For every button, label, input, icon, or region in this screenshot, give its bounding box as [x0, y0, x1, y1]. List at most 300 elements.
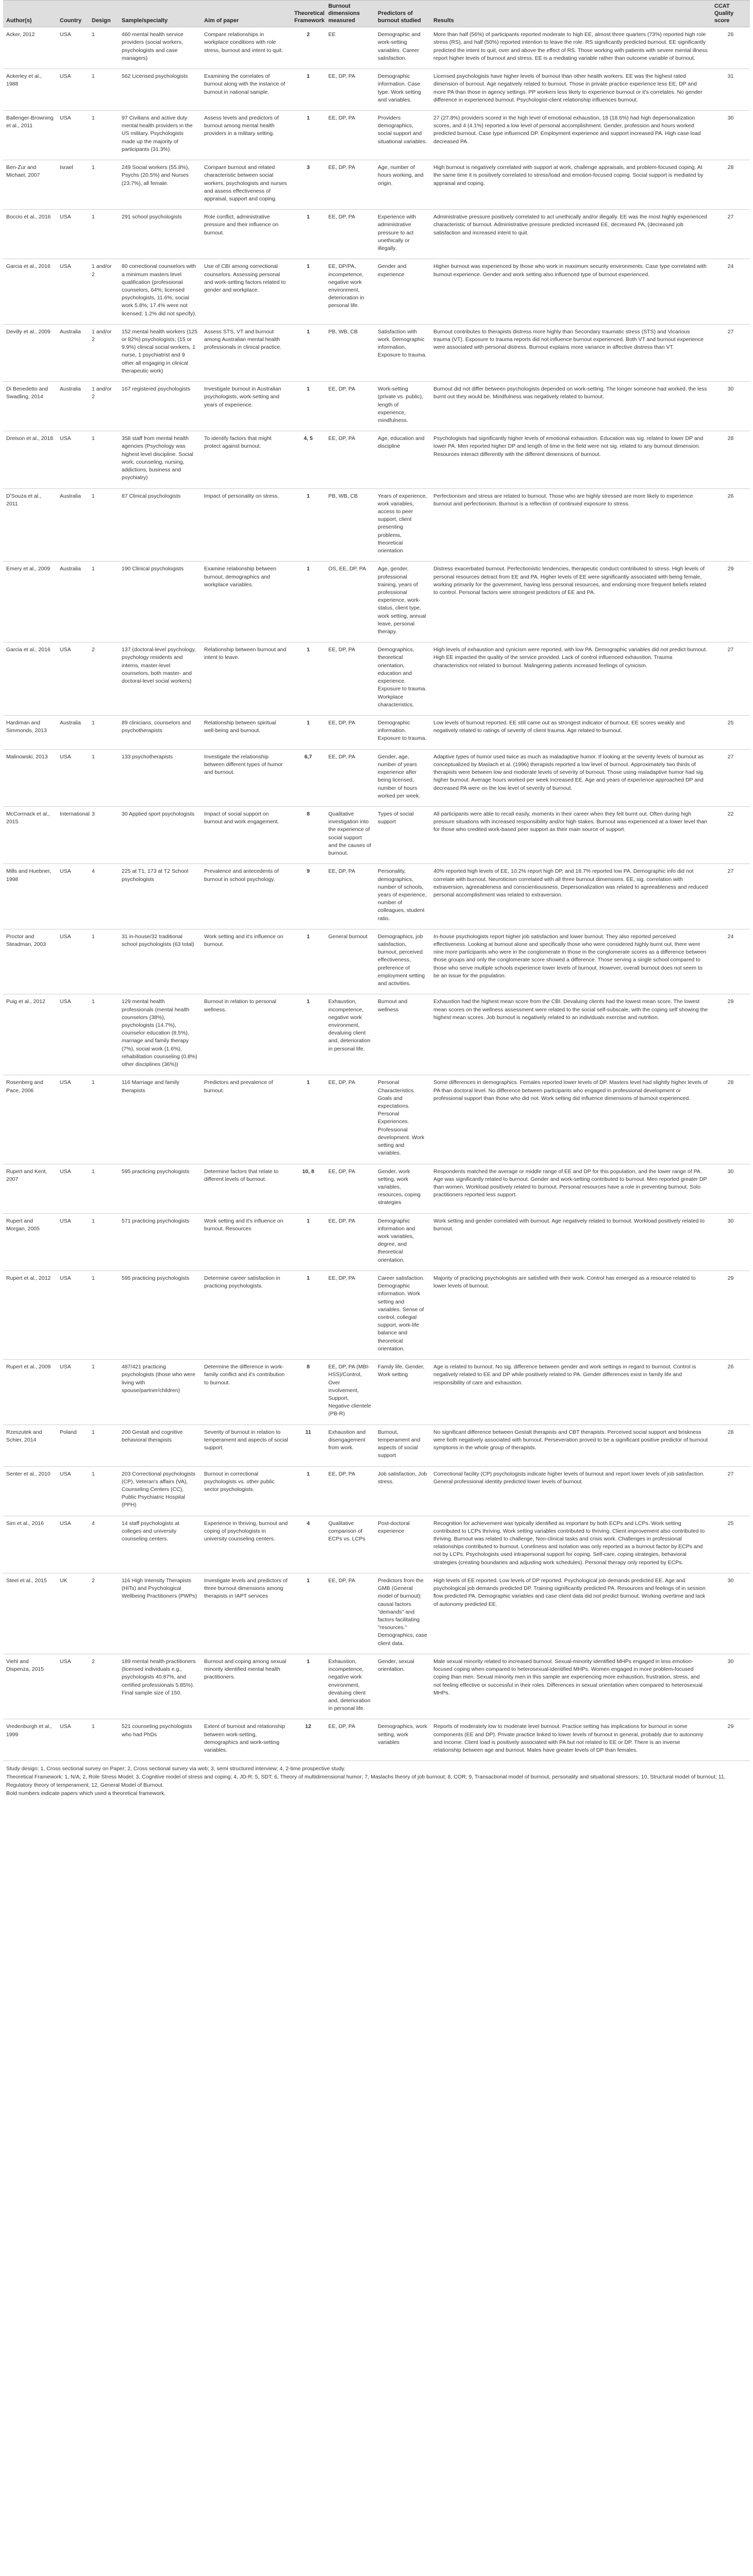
cell-country: Australia: [57, 382, 89, 431]
cell-framework: 4, 5: [291, 431, 325, 488]
cell-country: Poland: [57, 1425, 89, 1466]
cell-design: 1: [89, 69, 119, 111]
table-row: [3, 1466, 750, 1516]
cell-results: Respondents matched the average or middle range of EE and DP for this population, and the lower range of PA. Age was significantly related to burnout. Gender and work-setting contributed to burnout. Men reported greater DP than women. Workload positively related to burnout. Personal resources have a role in preventing burnout. Solo practitioners reported less support.: [430, 1164, 711, 1213]
cell-results: High burnout is negatively correlated with support at work, challenge appraisals, and problem-focused coping. At the same time it is positively correlated to stress/load and emotion-focused coping. Social support is mediated by appraisal and coping.: [430, 160, 711, 210]
cell-author: Garcia et al., 2016: [3, 259, 57, 325]
cell-author: Dreison et al., 2018: [3, 431, 57, 488]
cell-predictors: Age, number of hours working, and origin.: [375, 160, 430, 210]
cell-dimensions: EE, DP, PA: [325, 1213, 375, 1270]
table-row: [3, 642, 750, 716]
table-row: [3, 864, 750, 929]
cell-design: 1: [89, 716, 119, 750]
cell-predictors: Years of experience, work variables, access to peer support, client presenting problems, theoretical orientation: [375, 488, 430, 562]
cell-author: Boccio et al., 2016: [3, 210, 57, 259]
cell-country: USA: [57, 259, 89, 325]
cell-framework: 1: [291, 259, 325, 325]
cell-aim: Assess levels and predictors of burnout among mental health providers in a military setting.: [201, 111, 291, 160]
cell-design: 1: [89, 488, 119, 562]
cell-country: USA: [57, 1213, 89, 1270]
table-footnote: [3, 1761, 750, 1798]
cell-results: High levels of EE reported. Low levels of DP reported. Psychological job demands predicted EE. Age and psychological job demands predicted DP. Training significantly predicted PA. Resources and feelings of in session flow predicted PA. Demographic variables and case client data did not predict burnout. Working overtime and lack of autonomy predicted EE.: [430, 1573, 711, 1654]
table-row: [3, 431, 750, 488]
cell-aim: Burnout and coping among sexual minority identified mental health practitioners.: [201, 1654, 291, 1719]
cell-author: Hardiman and Simmonds, 2013: [3, 716, 57, 750]
cell-country: USA: [57, 1075, 89, 1164]
cell-results: In-house psychologists report higher job satisfaction and lower burnout. They also reported perceived effectiveness. Looking at burnout alone and specifically those who were considered highly burnt out, there were nine more participants who were in the conglomerate in those in the conglomerate scores as a difference between those groups and only the conglomerate score showed a difference. Those serving a single school compared to those who serve multiple schools experience lower levels of burnout. However, overall burnout does not seem to be an issue for the population.: [430, 929, 711, 994]
cell-predictors: Demographics, theoretical orientation, education and experience. Exposure to trauma. Workplace characteristics.: [375, 642, 430, 716]
cell-results: Majority of practicing psychologists are satisfied with their work. Control has emerged as a resource related to lower levels of burnout.: [430, 1270, 711, 1359]
cell-aim: Examine relationship between burnout, demographics and workplace variables.: [201, 562, 291, 642]
cell-design: 1: [89, 749, 119, 806]
cell-design: 1: [89, 1719, 119, 1761]
cell-predictors: Demographic and work-setting variables. Career satisfaction.: [375, 27, 430, 69]
cell-framework: 10, 8: [291, 1164, 325, 1213]
cell-dimensions: EE, DP, PA: [325, 1466, 375, 1516]
cell-author: Rupert and Kent, 2007: [3, 1164, 57, 1213]
cell-dimensions: General burnout: [325, 929, 375, 994]
cell-results: Licensed psychologists have higher levels of burnout than other health workers. EE was the highest rated dimension of burnout. Age negatively related to burnout. Those in private practice experience less EE, DP and more PA than those in agency settings. PP workers less likely to experience burnout or it's correlates. No gender difference in experienced burnout. Psychologist-client relationship influences burnout.: [430, 69, 711, 111]
cell-predictors: Experience with administrative pressure to act unethically or illegally.: [375, 210, 430, 259]
cell-author: Rosenberg and Pace, 2006: [3, 1075, 57, 1164]
cell-quality: 26: [711, 488, 750, 562]
cell-framework: 1: [291, 382, 325, 431]
cell-quality: 29: [711, 1719, 750, 1761]
cell-aim: Predictors and prevalence of burnout.: [201, 1075, 291, 1164]
cell-sample: 595 practicing psychologists: [119, 1164, 201, 1213]
cell-sample: 167 registered psychologists: [119, 382, 201, 431]
table-row: [3, 160, 750, 210]
cell-framework: 1: [291, 1466, 325, 1516]
table-row: [3, 382, 750, 431]
cell-design: 1: [89, 1466, 119, 1516]
cell-predictors: Demographic information. Case type. Work setting and variables.: [375, 69, 430, 111]
cell-framework: 8: [291, 1360, 325, 1425]
cell-design: 1: [89, 111, 119, 160]
cell-aim: Investigate the relationship between different types of humor and burnout.: [201, 749, 291, 806]
cell-dimensions: Qualitative investigation into the experience of social support and the causes of burnout.: [325, 806, 375, 863]
cell-framework: 1: [291, 324, 325, 381]
cell-sample: 14 staff psychologists at colleges and university counseling centers.: [119, 1516, 201, 1573]
cell-framework: 8: [291, 806, 325, 863]
header-aim: Aim of paper: [201, 1, 291, 27]
cell-dimensions: Exhaustion, incompetence, negative work environment, devaluing client and, deterioration in personal life.: [325, 1654, 375, 1719]
table-body: [3, 27, 750, 1761]
cell-aim: Investigate burnout in Australian psychologists, work-setting and years of experience.: [201, 382, 291, 431]
cell-country: USA: [57, 994, 89, 1075]
cell-results: Burnout did not differ between psychologists depended on work-setting. The longer someone had worked, the less burnt out they would be. Mindfulness was negatively related to burnout.: [430, 382, 711, 431]
cell-predictors: Demographics, job satisfaction, burnout, perceived effectiveness, preference of employment setting and activities.: [375, 929, 430, 994]
cell-predictors: Burnout and wellness: [375, 994, 430, 1075]
cell-dimensions: EE, DP, PA: [325, 1573, 375, 1654]
cell-predictors: Post-doctoral experience: [375, 1516, 430, 1573]
table-row: [3, 749, 750, 806]
cell-sample: 460 mental health service providers (social workers, psychologists and case managers): [119, 27, 201, 69]
cell-predictors: Demographic information. Exposure to trauma.: [375, 716, 430, 750]
cell-dimensions: EE, DP, PA: [325, 1075, 375, 1164]
cell-author: Ben-Zur and Michael, 2007: [3, 160, 57, 210]
cell-results: Correctional facility (CP) psychologists indicate higher levels of burnout and report lower levels of job satisfaction. General professional identity predicted lower levels of burnout.: [430, 1466, 711, 1516]
cell-results: Higher burnout was experienced by those who work in maximum security environments. Case type correlated with burnout experience. Gender and work setting also influenced type of burnout experienced.: [430, 259, 711, 325]
cell-sample: 189 mental health practitioners (licensed individuals e.g., psychologists 40.87%, and certified professionals 5.85%). Final sample size of 150.: [119, 1654, 201, 1719]
cell-predictors: Gender, sexual orientation.: [375, 1654, 430, 1719]
cell-author: Rupert et al., 2012: [3, 1270, 57, 1359]
cell-design: 1: [89, 27, 119, 69]
cell-quality: 26: [711, 27, 750, 69]
cell-aim: Determine career satisfaction in practicing psychologists.: [201, 1270, 291, 1359]
table-row: [3, 69, 750, 111]
cell-country: USA: [57, 1719, 89, 1761]
cell-country: USA: [57, 929, 89, 994]
cell-country: USA: [57, 1516, 89, 1573]
table-row: [3, 994, 750, 1075]
cell-author: Senter et al., 2010: [3, 1466, 57, 1516]
cell-design: 1: [89, 431, 119, 488]
cell-results: All participants were able to recall easily, moments in their career when they felt burnt out. Often during high pressure situations with increased responsibility and/or high stakes. Burnout was experienced at a lower level than for those who credited work-based peer support as their main source of support.: [430, 806, 711, 863]
cell-author: Vredenburgh et al., 1999: [3, 1719, 57, 1761]
table-row: [3, 716, 750, 750]
cell-dimensions: EE: [325, 27, 375, 69]
cell-quality: 29: [711, 1270, 750, 1359]
cell-results: 40% reported high levels of EE, 10.2% report high DP, and 18.7% reported low PA. Demographic info did not correlate with burnout. Neuroticism correlated with all three burnout dimensions. EE, sig. correlation with extraversion, agreeableness and conscientiousness. Depersonalization was related to agreeableness and reduced personal accomplishment was related to extraversion.: [430, 864, 711, 929]
cell-design: 1 and/or 2: [89, 259, 119, 325]
cell-quality: 27: [711, 210, 750, 259]
cell-results: Reports of moderately low to moderate level burnout. Practice setting has implications for burnout in some components (EE and DP). Private practice linked to lower levels of burnout in general, probably due to autonomy and income. Client load is positively associated with PA but not related to EE or DP. There is an inverse relationship between age and burnout. Males have greater levels of DP than females.: [430, 1719, 711, 1761]
cell-design: 3: [89, 806, 119, 863]
cell-country: Australia: [57, 324, 89, 381]
cell-country: USA: [57, 210, 89, 259]
table-row: [3, 1516, 750, 1573]
cell-author: D'Souza et al., 2011: [3, 488, 57, 562]
cell-results: Burnout contributes to therapists distress more highly than Secondary traumatic stress (STS) and Vicarious trauma (VT). Exposure to trauma reports did not influence burnout experienced. Both VT and burnout experience were associated with personal distress. Burnout explains more variance in affective distress than VT.: [430, 324, 711, 381]
cell-quality: 25: [711, 716, 750, 750]
cell-dimensions: Exhaustion, incompetence, negative work environment, devaluing client and, deterioration in personal life.: [325, 994, 375, 1075]
cell-aim: Determine the difference in work-family conflict and it's contribution to burnout.: [201, 1360, 291, 1425]
cell-sample: 133 psychotherapists: [119, 749, 201, 806]
cell-predictors: Personal Characteristics. Goals and expectations. Personal Experiences. Professional development. Work setting and variables.: [375, 1075, 430, 1164]
header-quality: CCAT Quality score: [711, 1, 750, 27]
cell-sample: 116 Marriage and family therapists: [119, 1075, 201, 1164]
cell-country: USA: [57, 431, 89, 488]
cell-results: Administrative pressure positively correlated to act unethically and/or illegally. EE was the most highly experienced characteristic of burnout. Administrative pressure predicted increased EE, decreased PA, (decreased job satisfaction and increased intent to quit.: [430, 210, 711, 259]
cell-quality: 30: [711, 1213, 750, 1270]
cell-framework: 1: [291, 488, 325, 562]
cell-sample: 595 practicing psychologists: [119, 1270, 201, 1359]
cell-author: Rupert et al., 2009: [3, 1360, 57, 1425]
cell-sample: 89 clinicians, counselors and psychotherapists: [119, 716, 201, 750]
cell-framework: 1: [291, 1270, 325, 1359]
cell-sample: 249 Social workers (55.8%), Psychs (20.5%) and Nurses (23.7%), all female.: [119, 160, 201, 210]
cell-quality: 30: [711, 1573, 750, 1654]
cell-results: Some differences in demographics. Females reported lower levels of DP. Masters level had slightly higher levels of PA than doctoral level. No difference between participants who engaged in professional development or professional support than those who did not. Work setting did influence dimensions of burnout experienced.: [430, 1075, 711, 1164]
table-row: [3, 1213, 750, 1270]
cell-predictors: Types of social support: [375, 806, 430, 863]
cell-predictors: Gender, work setting, work variables, resources, coping strategies: [375, 1164, 430, 1213]
table-row: [3, 324, 750, 381]
cell-results: Perfectionism and stress are related to burnout. Those who are highly stressed are more likely to experience burnout and perfectionism. Burnout is a reflection of continued exposure to stress.: [430, 488, 711, 562]
cell-aim: Determine factors that relate to different levels of burnout.: [201, 1164, 291, 1213]
cell-aim: Relationship between spiritual well-being and burnout.: [201, 716, 291, 750]
cell-quality: 29: [711, 562, 750, 642]
table-row: [3, 1654, 750, 1719]
cell-quality: 27: [711, 642, 750, 716]
cell-author: Sim et al., 2016: [3, 1516, 57, 1573]
cell-country: USA: [57, 642, 89, 716]
cell-framework: 1: [291, 1654, 325, 1719]
table-row: [3, 806, 750, 863]
cell-quality: 28: [711, 160, 750, 210]
header-country: Country: [57, 1, 89, 27]
cell-design: 2: [89, 1573, 119, 1654]
cell-predictors: Personality, demographics, number of schools, years of experience, number of colleagues, student ratio.: [375, 864, 430, 929]
cell-design: 1: [89, 994, 119, 1075]
footnote-framework: Theoretical Framework: 1, N/A; 2, Role Stress Model; 3, Cognitive model of stress and coping; 4, JD-R; 5, SDT; 6, Theory of multidimensional humor; 7, Maslachs theory of job burnout; 8, COR; 9, Transactional model of burnout, personality and situational stressors; 10, Structural model of burnout; 11, Regulatory theory of temperament; 12, General Model of Burnout.: [6, 1774, 726, 1788]
cell-design: 2: [89, 1654, 119, 1719]
cell-author: Puig et al., 2012: [3, 994, 57, 1075]
cell-sample: 521 counseling psychologists who had PhDs: [119, 1719, 201, 1761]
header-dimensions: Burnout dimensions measured: [325, 1, 375, 27]
cell-predictors: Gender and experience: [375, 259, 430, 325]
cell-sample: 87 Clinical psychologists: [119, 488, 201, 562]
footnote-design: Study design: 1, Cross sectional survey on Paper; 2, Cross sectional survey via web; 3, semi structured interview; 4, 2-time prospective study.: [6, 1766, 346, 1772]
table-row: [3, 488, 750, 562]
header-row: [3, 1, 750, 27]
cell-framework: 1: [291, 111, 325, 160]
cell-predictors: Gender, age, number of years experience after being licensed, number of hours worked per week.: [375, 749, 430, 806]
cell-quality: 29: [711, 994, 750, 1075]
cell-results: Low levels of burnout reported. EE still came out as strongest indicator of burnout. EE scores weakly and negatively related to ratings of severity of client trauma. Age related to burnout.: [430, 716, 711, 750]
cell-author: Rzeszutek and Schier, 2014: [3, 1425, 57, 1466]
cell-sample: 137 (doctoral-level psychology, psychology residents and interns, master-level counselors, both master- and doctoral-level social workers): [119, 642, 201, 716]
cell-country: USA: [57, 27, 89, 69]
cell-dimensions: EE, DP, PA: [325, 382, 375, 431]
cell-results: Recognition for achievement was typically identified as important by both ECPs and LCPs. Work setting contributed to LCPs thriving. Work setting variables contributed to thriving. Client improvement also contributed to thriving. Burnout was related to challenge, Non-clinical tasks and crisis work. Challenges in professional relationships contributed to burnout. Loneliness and isolation was only reported as a burnout factor by ECPs and not by LCPs. Psychologists used intrapersonal support for coping. Self-care, coping strategies, behavioral strategies (creating boundaries and adjusting work schedules). Personal therapy only reported by ECPs.: [430, 1516, 711, 1573]
cell-dimensions: EE, DP, PA: [325, 1164, 375, 1213]
table-row: [3, 210, 750, 259]
cell-design: 1: [89, 929, 119, 994]
cell-quality: 30: [711, 111, 750, 160]
cell-country: International: [57, 806, 89, 863]
cell-country: USA: [57, 69, 89, 111]
cell-sample: 200 Gestalt and cognitive behavioral therapists: [119, 1425, 201, 1466]
cell-aim: Severity of burnout in relation to temperament and aspects of social support.: [201, 1425, 291, 1466]
cell-dimensions: EE, DP, PA: [325, 749, 375, 806]
cell-framework: 1: [291, 716, 325, 750]
table-row: [3, 1719, 750, 1761]
cell-quality: 30: [711, 1654, 750, 1719]
header-framework: Theoretical Framework: [291, 1, 325, 27]
cell-author: Mills and Huebner, 1998: [3, 864, 57, 929]
cell-sample: 129 mental health professionals (mental health counselors (38%), psychologists (14.7%), counselor education (8.5%), marriage and family therapy (7%), social work (1.6%), rehabilitation counseling (0.8%) other disciplines (36%)): [119, 994, 201, 1075]
cell-dimensions: EE, DP, PA: [325, 160, 375, 210]
table-row: [3, 27, 750, 69]
header-predictors: Predictors of burnout studied: [375, 1, 430, 27]
cell-sample: 203 Correctional psychologists (CP), Veteran's affairs (VA), Counseling Centers (CC), Public Psychiatric Hospital (PPH): [119, 1466, 201, 1516]
cell-dimensions: EE, DP, PA: [325, 642, 375, 716]
cell-author: Steel et al., 2015: [3, 1573, 57, 1654]
cell-sample: 225 at T1; 173 at T2 School psychologists: [119, 864, 201, 929]
cell-dimensions: EE, DP, PA (MBI-HSS)/Control, Over involvement, Support, Negative clientele (PB-R): [325, 1360, 375, 1425]
cell-framework: 1: [291, 642, 325, 716]
cell-predictors: Burnout, temperament and aspects of social support: [375, 1425, 430, 1466]
cell-results: Psychologists had significantly higher levels of emotional exhaustion. Education was sig. related to lower DP and lower PA. Men reported higher DP and length of time in the field were not sig. related to any burnout dimension. Resources interact differently with the different dimensions of burnout.: [430, 431, 711, 488]
cell-design: 1 and/or 2: [89, 324, 119, 381]
cell-author: Ballenger-Browning et al., 2011: [3, 111, 57, 160]
cell-sample: 152 mental health workers (125 or 82%) psychologists; (15 or 9.9%) clinical social workers, 1 nurse, 1 psychiatrist and 9 other all engaging in clinical therapeutic work): [119, 324, 201, 381]
cell-results: High levels of exhaustion and cynicism were reported, with low PA. Demographic variables did not predict burnout. High EE impacted the quality of the service provided. Lack of control influenced exhaustion. Trauma characteristics not related to burnout. Malingering patients increased feelings of cynicism.: [430, 642, 711, 716]
cell-country: USA: [57, 1654, 89, 1719]
cell-results: Distress exacerbated burnout. Perfectionistic tendencies, therapeutic conduct contributed to stress. High levels of personal resources detract from EE and PA. Higher levels of EE were significantly associated with being female, working primarily for the government, having less personal resources, and endorsing more frequent beliefs related to control. Personal factors were strongest predictors of EE and PA.: [430, 562, 711, 642]
cell-country: Australia: [57, 716, 89, 750]
cell-dimensions: EE, DP, PA: [325, 210, 375, 259]
cell-predictors: Job satisfaction, Job stress.: [375, 1466, 430, 1516]
cell-design: 1: [89, 1425, 119, 1466]
cell-sample: 562 Licensed psychologists: [119, 69, 201, 111]
cell-quality: 30: [711, 382, 750, 431]
cell-author: Acker, 2012: [3, 27, 57, 69]
cell-design: 1: [89, 1360, 119, 1425]
cell-author: Proctor and Steadman, 2003: [3, 929, 57, 994]
cell-country: USA: [57, 1360, 89, 1425]
cell-design: 4: [89, 1516, 119, 1573]
cell-results: Male sexual minority related to increased burnout. Sexual-minority identified MHPs engaged in less emotion-focused coping when compared to heterosexual-identified MHPs. Women engaged in more problem-focused coping than men. Sexual minority men in this sample are experiencing more exhaustion, frustration, stress, and not feeling effective or successful in their roles. Differences in sexual orientation when compared to heterosexual MHPs.: [430, 1654, 711, 1719]
cell-aim: Extent of burnout and relationship between work-setting, demographics and work-setting variables.: [201, 1719, 291, 1761]
cell-country: USA: [57, 864, 89, 929]
cell-design: 2: [89, 642, 119, 716]
cell-author: Viehl and Dispenza, 2015: [3, 1654, 57, 1719]
cell-results: Work setting and gender correlated with burnout. Age negatively related to burnout. Workload positively related to burnout.: [430, 1213, 711, 1270]
cell-author: Emery et al., 2009: [3, 562, 57, 642]
cell-dimensions: EE, DP, PA: [325, 1270, 375, 1359]
cell-quality: 24: [711, 259, 750, 325]
table-row: [3, 259, 750, 325]
cell-dimensions: EE, DP, PA: [325, 1719, 375, 1761]
cell-dimensions: EE, DP, PA: [325, 716, 375, 750]
cell-predictors: Work-setting (private vs. public), length of experience, mindfulness.: [375, 382, 430, 431]
cell-predictors: Family life, Gender, Work setting: [375, 1360, 430, 1425]
table-row: [3, 1573, 750, 1654]
cell-quality: 27: [711, 324, 750, 381]
cell-aim: Experience in thriving, burnout and coping of psychologists in university counseling centers.: [201, 1516, 291, 1573]
cell-author: McCormack et al., 2015: [3, 806, 57, 863]
cell-sample: 30 Applied sport psychologists: [119, 806, 201, 863]
footnote-bold: Bold numbers indicate papers which used a theoretical framework.: [6, 1790, 166, 1797]
cell-country: Australia: [57, 488, 89, 562]
cell-country: USA: [57, 111, 89, 160]
cell-quality: 31: [711, 69, 750, 111]
cell-sample: 190 Clinical psychologists: [119, 562, 201, 642]
cell-country: Australia: [57, 562, 89, 642]
cell-aim: Compare burnout and related characteristic between social workers, psychologists and nurses and assess effectiveness of appraisal, support and coping.: [201, 160, 291, 210]
cell-dimensions: EE, DP, PA: [325, 69, 375, 111]
table-row: [3, 929, 750, 994]
cell-predictors: Demographics, work setting, work variables: [375, 1719, 430, 1761]
cell-predictors: Career satisfaction. Demographic information. Work setting and variables. Sense of control, collegial support, work-life balance and theoretical orientation.: [375, 1270, 430, 1359]
cell-aim: To identify factors that might protect against burnout.: [201, 431, 291, 488]
cell-country: Israel: [57, 160, 89, 210]
cell-framework: 1: [291, 562, 325, 642]
cell-author: Devilly et al., 2009: [3, 324, 57, 381]
cell-sample: 358 staff from mental health agencies (Psychology was highest level discipline. Social work, counseling, nursing, addictions, business and psychiatry): [119, 431, 201, 488]
cell-aim: Examining the correlates of burnout along with the instance of burnout in national sample.: [201, 69, 291, 111]
header-design: Design: [89, 1, 119, 27]
cell-results: 27 (27.8%) providers scored in the high level of emotional exhaustion, 18 (18.6%) had high depersonalization scores, and 4 (4.1%) reported a low level of personal accomplishment. Gender, profession and hours worked predicted burnout. Case type influenced DP. Employment experience and support increased PA. High case load decreased PA.: [430, 111, 711, 160]
cell-country: UK: [57, 1573, 89, 1654]
cell-dimensions: EE, DP, PA: [325, 864, 375, 929]
cell-framework: 1: [291, 210, 325, 259]
cell-sample: 80 correctional counselors with a minimum masters level qualification (professional counselors, 64%; licensed psychologists, 11.6%; social work 5.8%; 17.4% were not licensed; 1.2% did not specify).: [119, 259, 201, 325]
cell-sample: 487/421 practicing psychologists (those who were living with spouse/partner/children): [119, 1360, 201, 1425]
table-row: [3, 1425, 750, 1466]
table-row: [3, 111, 750, 160]
cell-dimensions: Exhaustion and disengagement from work.: [325, 1425, 375, 1466]
cell-results: More than half (56%) of participants reported moderate to high EE, almost three quarters (73%) reported high role stress (RS), and half (50%) reported intention to leave the role. RS significantly predicted burnout. EE significantly predicted the intent to quit, over and above the effect of RS. Those working with patients with severe mental illness report higher levels of burnout and stress. EE is a mediating variable rather than outcome variable of burnout.: [430, 27, 711, 69]
cell-design: 1: [89, 160, 119, 210]
cell-aim: Work setting and it's influence on burnout. Resources: [201, 1213, 291, 1270]
cell-aim: Burnout in relation to personal wellness.: [201, 994, 291, 1075]
cell-aim: Work setting and it's influence on burnout.: [201, 929, 291, 994]
cell-aim: Investigate levels and predictors of three burnout dimensions among therapists in IAPT services: [201, 1573, 291, 1654]
cell-country: USA: [57, 749, 89, 806]
cell-country: USA: [57, 1466, 89, 1516]
cell-design: 1: [89, 1075, 119, 1164]
cell-quality: 27: [711, 1466, 750, 1516]
cell-design: 1: [89, 1270, 119, 1359]
cell-sample: 31 in-house/32 traditional school psychologists (63 total): [119, 929, 201, 994]
cell-predictors: Age, gender, professional training, years of professional experience, work-status, client type, work setting, annual leave, personal therapy.: [375, 562, 430, 642]
cell-sample: 97 Civilians and active duty mental health providers in the US military. Psychologists made up the majority of participants (31.3%).: [119, 111, 201, 160]
cell-framework: 11: [291, 1425, 325, 1466]
cell-aim: Impact of social support on burnout and work engagement.: [201, 806, 291, 863]
cell-dimensions: PB, WB, CB: [325, 324, 375, 381]
cell-aim: Prevalence and antecedents of burnout in school psychology.: [201, 864, 291, 929]
cell-dimensions: OS, EE, DP, PA: [325, 562, 375, 642]
cell-predictors: Providers demographics, social support and situational variables.: [375, 111, 430, 160]
cell-predictors: Satisfaction with work. Demographic information. Exposure to trauma.: [375, 324, 430, 381]
cell-quality: 25: [711, 1516, 750, 1573]
cell-aim: Assess STS, VT and burnout among Australian mental health professionals in clinical practice.: [201, 324, 291, 381]
cell-aim: Role conflict, administrative pressure and their influence on burnout.: [201, 210, 291, 259]
cell-predictors: Demographic information and work variables, degree, and theoretical orientation.: [375, 1213, 430, 1270]
header-sample: Sample/specialty: [119, 1, 201, 27]
cell-design: 1 and/or 2: [89, 382, 119, 431]
cell-results: No significant difference between Gestalt therapists and CBT therapists. Perceived social support and briskness were both negatively associated with burnout. Perseveration proved to be a significant positive predictor of burnout symptoms in the whole group of therapists.: [430, 1425, 711, 1466]
cell-quality: 27: [711, 749, 750, 806]
cell-framework: 2: [291, 27, 325, 69]
cell-sample: 291 school psychologists: [119, 210, 201, 259]
cell-framework: 12: [291, 1719, 325, 1761]
cell-quality: 26: [711, 1360, 750, 1425]
cell-framework: 1: [291, 994, 325, 1075]
cell-quality: 30: [711, 1164, 750, 1213]
cell-aim: Use of CBI among correctional counselors. Assessing personal and work-setting factors related to gender and workplace.: [201, 259, 291, 325]
table-header: [3, 1, 750, 27]
cell-predictors: Predictors from the GMB (General model of burnout): causal factors "demands" and factors facilitating "resources." Demographics, case client data.: [375, 1573, 430, 1654]
cell-author: Garcia et al., 2016: [3, 642, 57, 716]
table-row: [3, 562, 750, 642]
cell-results: Age is related to burnout. No sig. difference between gender and work settings in regard to burnout. Control is negatively related to EE and DP while positively related to PA. Gender differences exist in family life and responsibility of care and exhaustion.: [430, 1360, 711, 1425]
cell-author: Ackerley et al., 1988: [3, 69, 57, 111]
cell-dimensions: EE, DP, PA: [325, 111, 375, 160]
cell-aim: Compare relationships in workplace conditions with role stress, burnout and intent to quit.: [201, 27, 291, 69]
cell-dimensions: Qualitative comparison of ECPs vs. LCPs: [325, 1516, 375, 1573]
table-row: [3, 1164, 750, 1213]
cell-quality: 28: [711, 1075, 750, 1164]
cell-framework: 9: [291, 864, 325, 929]
cell-design: 1: [89, 210, 119, 259]
cell-design: 1: [89, 1213, 119, 1270]
cell-results: Exhaustion had the highest mean score from the CBI. Devaluing clients had the lowest mean score. The lowest mean scores on the wellness assessment were related to the social self-subscale, with the coping self showing the highest mean scores. Job burnout is negatively related to an individuals exercise and nutrition.: [430, 994, 711, 1075]
